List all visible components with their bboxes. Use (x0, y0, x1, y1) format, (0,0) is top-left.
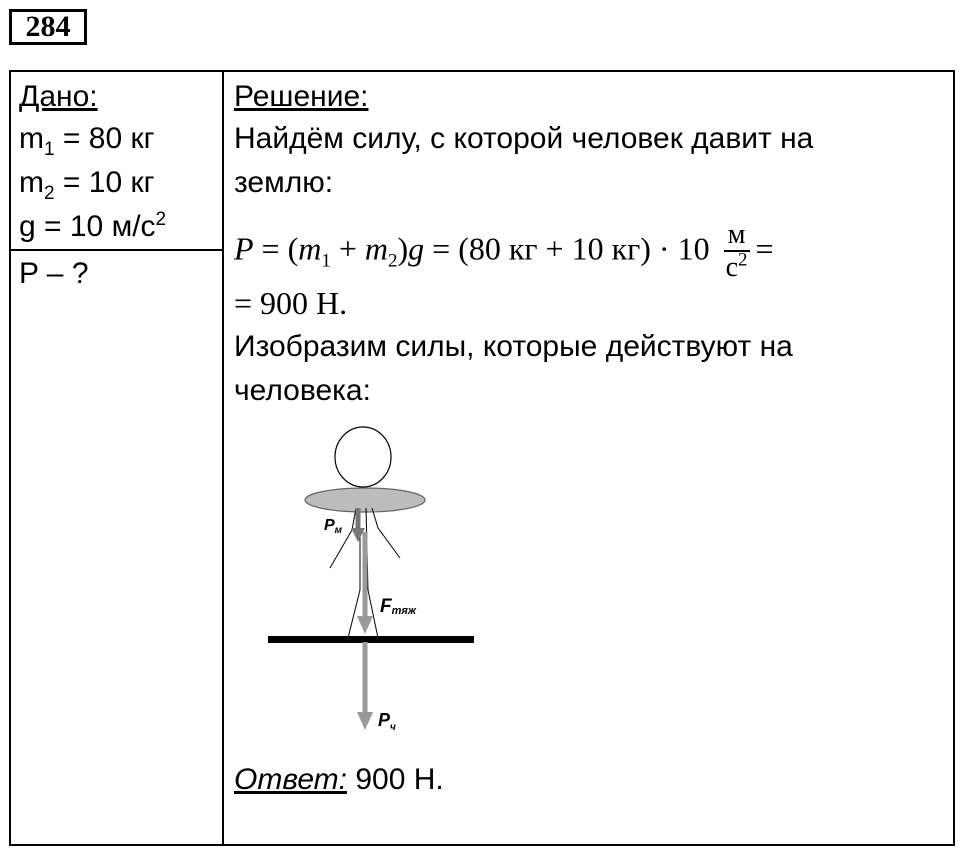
solution-heading: Решение: (234, 80, 369, 113)
solution-line-4: человека: (234, 374, 371, 407)
given-m2: $m_2 = 10$ кг (19, 166, 155, 204)
formula-line-1: $P = (m_1 + m_2)g = (80$ кг + 10 кг) · 10 $\frac{м}{с^2}$ = (234, 219, 774, 283)
units-fraction: $\frac{м}{с^2}$ (725, 219, 748, 283)
problem-number: 284 (9, 9, 87, 45)
label-p-m: Pм (324, 517, 343, 536)
weight-arrow-person-head (357, 712, 373, 730)
gravity-arrow-head (357, 616, 373, 634)
label-p-ch: $P_ч$ (378, 710, 396, 733)
given-g: g = 10 $м/с^2$ (19, 209, 167, 243)
given-divider (9, 249, 223, 251)
answer: Ответ: 900 Н. (234, 763, 444, 796)
solution-line-2: землю: (234, 166, 334, 199)
solution-line-3: Изобразим силы, которые действуют на (234, 330, 793, 363)
given-heading: Дано: (19, 80, 98, 113)
ground-surface (268, 636, 474, 643)
find-quantity: P – ? (19, 257, 89, 290)
given-m1: $m_1 = 80$ кг (19, 122, 155, 160)
solution-line-1: Найдём силу, с которой человек давит на (234, 122, 814, 155)
formula-line-2: = 900 Н. (234, 285, 348, 321)
person-head (335, 427, 391, 487)
force-diagram (260, 420, 490, 750)
column-divider (222, 70, 224, 846)
label-f-tyazh: Fтяж (380, 596, 416, 617)
load-on-head (305, 488, 425, 512)
